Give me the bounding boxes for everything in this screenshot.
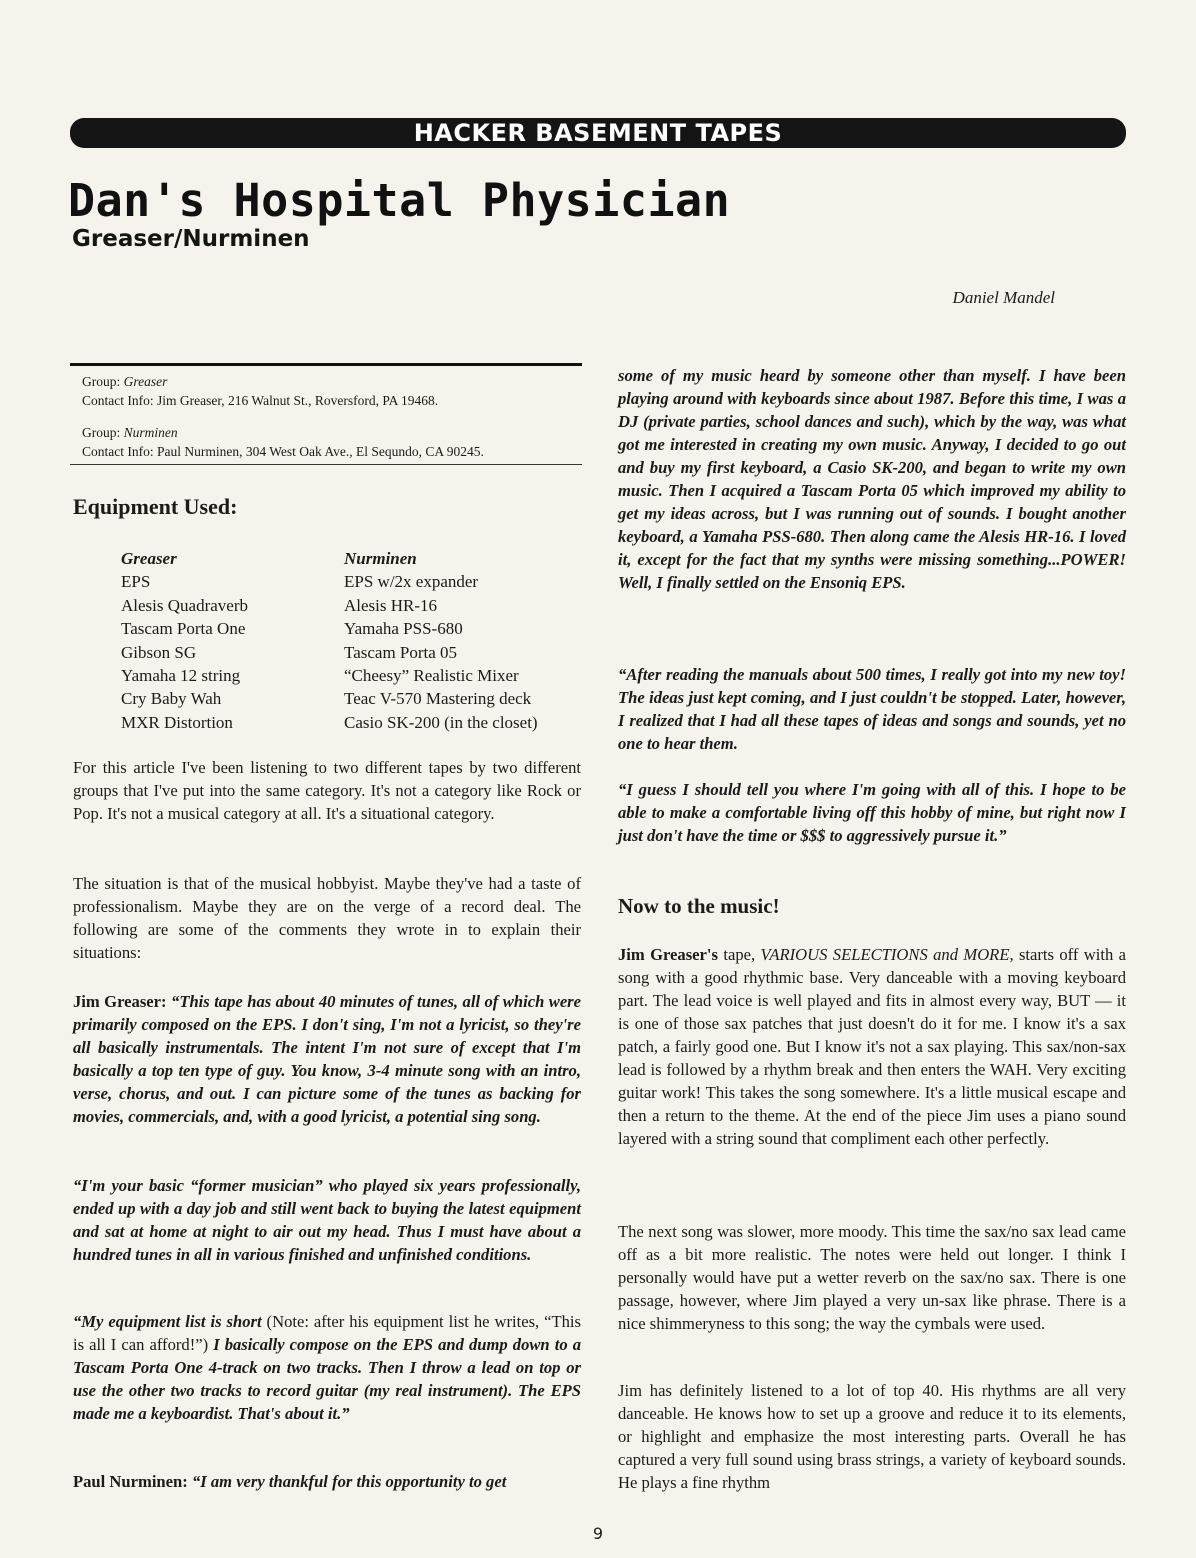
group-name: Nurminen: [123, 425, 178, 440]
left-paragraph-greaser-quote: Jim Greaser: “This tape has about 40 minutes of tunes, all of which were primarily composed on the EPS. I don't sing, I'm not a lyricist, so they're all basically instrumentals. The intent I'm not sure of except that I'm basically a top ten type of guy. You know, 3-4 minute song with an intro, verse, chorus, and out. I can picture some of the tunes as backing for movies, commercials, and, with a good lyricist, a potential sing song.: [73, 992, 582, 1126]
group-name: Greaser: [123, 374, 168, 389]
list-item: Tascam Porta One: [121, 619, 246, 639]
section-banner: HACKER BASEMENT TAPES: [70, 118, 1126, 148]
contact-info: Contact Info: Paul Nurminen, 304 West Oak Ave., El Sequndo, CA 90245.: [82, 444, 484, 459]
list-item: Tascam Porta 05: [344, 642, 458, 662]
equipment-list-nurminen: Nurminen EPS w/2x expander Alesis HR-16 Yamaha PSS-680 Tascam Porta 05 “Cheesy” Realistic Mixer Teac V-570 Mastering deck Casio SK-200 (in the closet): [344, 547, 538, 734]
left-paragraph-4: “I'm your basic “former musician” who played six years professionally, ended up with a day job and still went back to buying the latest equipment and sat at home at night to air out my head. Thus I must have about a hundred tunes in all in various finished and unfinished conditions.: [73, 1176, 581, 1264]
speaker-name: Paul Nurminen:: [73, 1472, 188, 1491]
list-item: EPS: [121, 572, 151, 592]
list-item: Gibson SG: [121, 642, 197, 662]
contact-block-nurminen: Group: Nurminen Contact Info: Paul Nurminen, 304 West Oak Ave., El Sequndo, CA 90245.: [82, 423, 582, 461]
right-paragraph-6: Jim has definitely listened to a lot of top 40. His rhythms are all very danceable. He knows how to set up a groove and reduce it to its elements, or highlight and emphasize the most interesting parts. Overall he has captured a very full sound using brass strings, a variety of keyboard sounds. He plays a fine rhythm: [618, 1381, 1126, 1492]
author-byline: Daniel Mandel: [952, 288, 1055, 307]
list-item: EPS w/2x expander: [344, 572, 479, 592]
article-title: Dan's Hospital Physician: [68, 174, 731, 227]
contact-info: Contact Info: Jim Greaser, 216 Walnut St., Roversford, PA 19468.: [82, 393, 439, 408]
left-paragraph-1: For this article I've been listening to two different tapes by two different groups that I've put into the same category. It's not a category like Rock or Pop. It's not a musical category at all. It's a situational category.: [73, 758, 581, 823]
speaker-name: Jim Greaser:: [73, 992, 167, 1011]
article-subtitle: Greaser/Nurminen: [72, 226, 310, 252]
right-paragraph-4: Jim Greaser's tape, VARIOUS SELECTIONS and MORE, starts off with a song with a good rhythmic base. Very danceable with a moving keyboard part. The lead voice is well played and fits in almost every way, BUT — it is one of those sax patches that just doesn't do it for me. I know it's a sax patch, a fairly good one. But I know it's not a sax playing. This sax/non-sax lead is followed by a rhythm break and then enters the WAH. Very exciting guitar work! This takes the song somewhere. It's a little musical escape and then a return to the theme. At the end of the piece Jim uses a piano sound layered with a string sound that compliment each other perfectly.: [618, 945, 1126, 1148]
right-paragraph-3: “I guess I should tell you where I'm going with all of this. I hope to be able to make a comfortable living off this hobby of mine, but right now I just don't have the time or $$$ to aggressively pursue it.”: [618, 780, 1126, 845]
list-item: Cry Baby Wah: [121, 689, 222, 709]
contact-top-rule: [70, 363, 582, 366]
contact-block-greaser: Group: Greaser Contact Info: Jim Greaser, 216 Walnut St., Roversford, PA 19468.: [82, 372, 582, 410]
equipment-list-greaser: Greaser EPS Alesis Quadraverb Tascam Porta One Gibson SG Yamaha 12 string Cry Baby Wah MXR Distortion: [121, 547, 248, 734]
equipment-heading: Equipment Used:: [73, 494, 238, 519]
list-item: Yamaha 12 string: [121, 666, 241, 686]
list-item: Yamaha PSS-680: [344, 619, 463, 639]
left-paragraph-2: The situation is that of the musical hobbyist. Maybe they've had a taste of professionalism. Maybe they are on the verge of a record deal. The following are some of the comments they wrote in to explain their situations:: [73, 874, 581, 962]
right-paragraph-1: some of my music heard by someone other than myself. I have been playing around with keyboards since about 1987. Before this time, I was a DJ (private parties, school dances and such), which by the way, was what got me interested in creating my own music. Anyway, I decided to go out and buy my first keyboard, a Casio SK-200, and began to write my own music. Then I acquired a Tascam Porta 05 which improved my ability to get my ideas across, but I was running out of sounds. I bought another keyboard, a Yamaha PSS-680. Then along came the Alesis HR-16. I loved it, except for the fact that my synths were missing something...POWER! Well, I finally settled on the Ensoniq EPS.: [618, 366, 1126, 592]
list-item: Teac V-570 Mastering deck: [344, 689, 532, 709]
music-heading: Now to the music!: [618, 894, 780, 918]
left-paragraph-nurminen-quote: Paul Nurminen: “I am very thankful for this opportunity to get: [73, 1472, 507, 1491]
left-paragraph-5: “My equipment list is short (Note: after his equipment list he writes, “This is all I can afford!”) I basically compose on the EPS and dump down to a Tascam Porta One 4-track on two tracks. Then I throw a lead on top or use the other two tracks to record guitar (my real instrument). The EPS made me a keyboardist. That's about it.”: [73, 1312, 582, 1423]
list-item: Alesis HR-16: [344, 595, 438, 615]
list-item: “Cheesy” Realistic Mixer: [344, 666, 519, 686]
right-paragraph-5: The next song was slower, more moody. This time the sax/no sax lead came off as a bit more realistic. The notes were held out longer. I think I personally would have put a wetter reverb on the sax/no sax. There is one passage, however, where Jim played a very un-sax like phrase. There is a nice shimmeryness to this song; the way the cymbals were used.: [618, 1222, 1126, 1333]
list-item: Casio SK-200 (in the closet): [344, 712, 538, 732]
page-number: 9: [592, 1524, 604, 1543]
list-item: Alesis Quadraverb: [121, 595, 248, 615]
list-item: MXR Distortion: [121, 712, 233, 732]
right-paragraph-2: “After reading the manuals about 500 times, I really got into my new toy! The ideas just kept coming, and I just couldn't be stopped. Later, however, I realized that I had all these tapes of ideas and songs and sounds, yet no one to hear them.: [618, 665, 1126, 753]
contact-bottom-rule: [70, 464, 582, 465]
